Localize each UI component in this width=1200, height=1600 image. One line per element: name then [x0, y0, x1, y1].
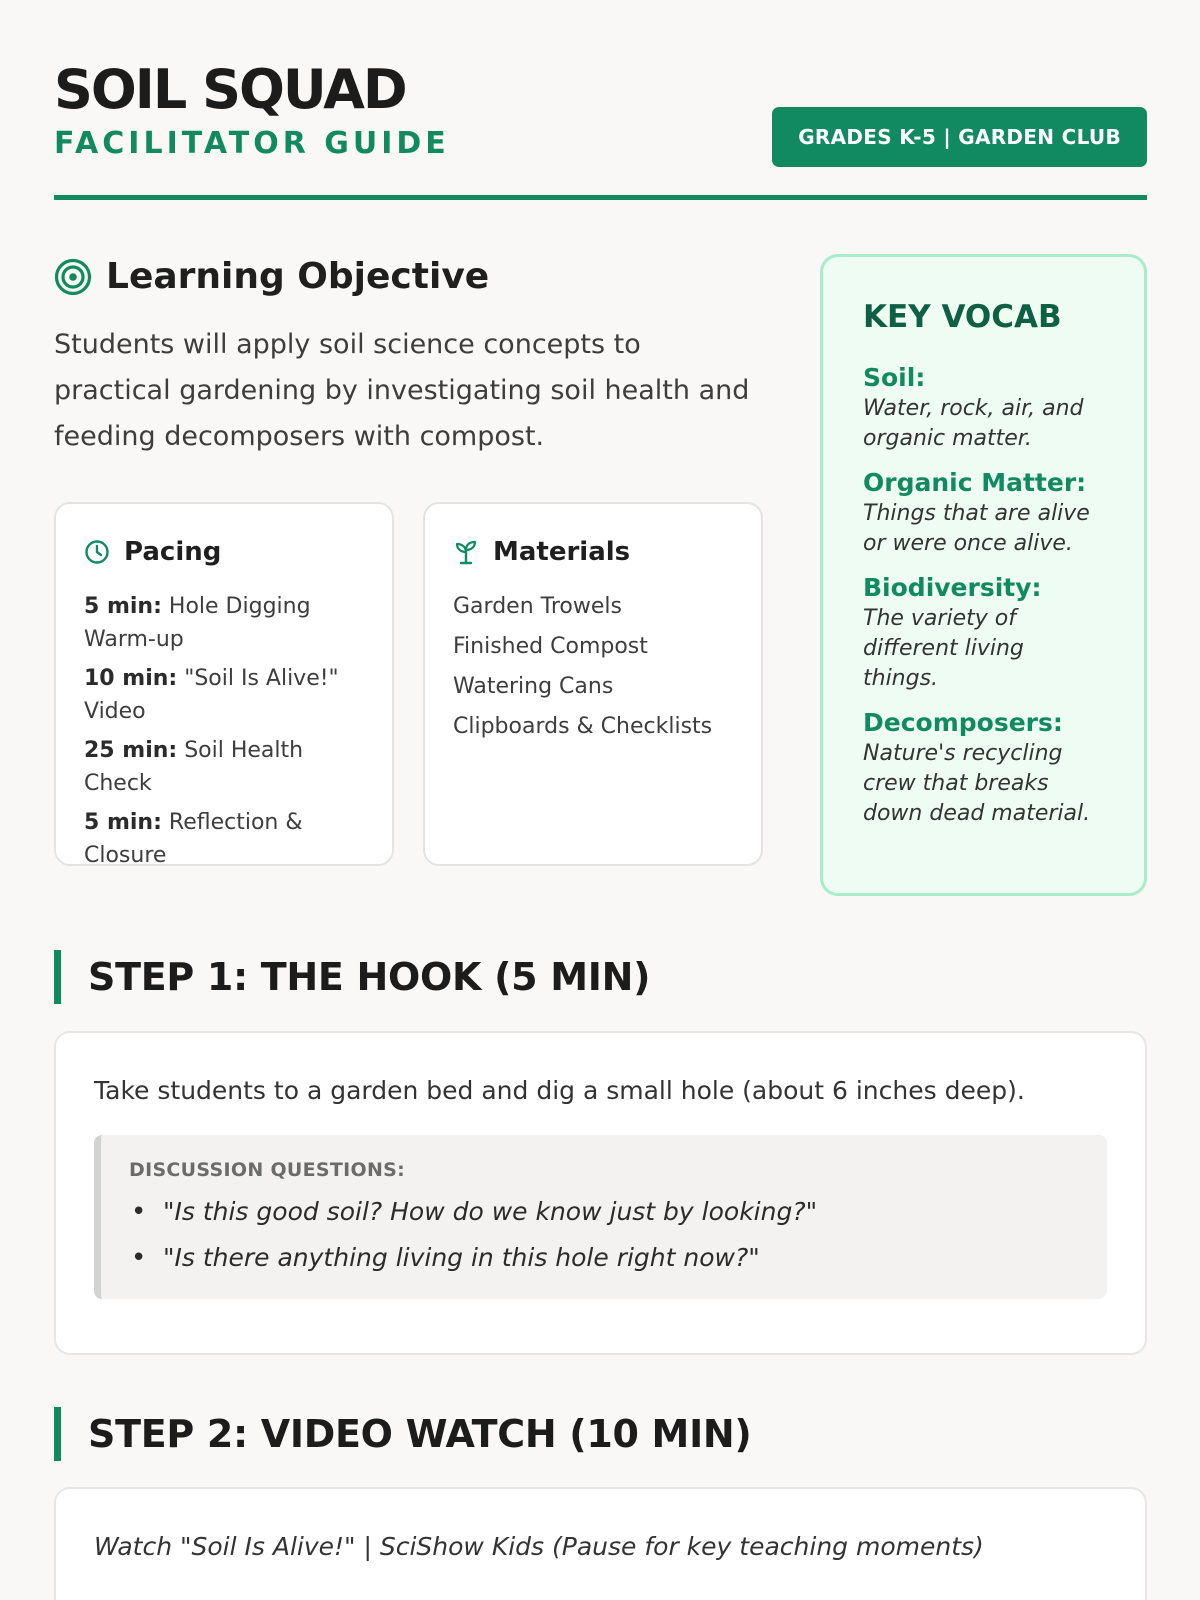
step-2-card	[54, 1487, 1147, 1600]
page-subtitle: FACILITATOR GUIDE	[54, 126, 450, 161]
vocab-term: Soil:	[863, 363, 926, 392]
step-1-card	[54, 1031, 1147, 1355]
discussion-question: • "Is there anything living in this hole right now?"	[129, 1235, 1079, 1281]
materials-card	[423, 502, 763, 866]
pacing-item: 5 min: Reflection & Closure	[84, 810, 303, 868]
facilitator-guide-page	[54, 0, 1147, 1561]
step-2-text: Watch "Soil Is Alive!" | SciShow Kids (Pause for key teaching moments)	[94, 1532, 984, 1561]
materials-title: Materials	[493, 537, 631, 567]
sprout-icon	[453, 539, 479, 565]
pacing-item: 25 min: Soil Health Check	[84, 738, 304, 796]
discussion-questions-label: DISCUSSION QUESTIONS:	[129, 1159, 406, 1181]
objective-title: Learning Objective	[106, 256, 490, 297]
materials-item: Finished Compost	[453, 634, 648, 659]
vocab-definition: Nature's recycling crew that breaks down dead material.	[863, 741, 1091, 826]
objective-text: Students will apply soil science concepts to practical gardening by investigating soil health and feeding decomposers with compost.	[54, 329, 750, 452]
vocab-definition: Water, rock, air, and organic matter.	[863, 396, 1084, 451]
vocab-definition: Things that are alive or were once alive.	[863, 501, 1090, 556]
discussion-questions	[94, 1135, 1107, 1299]
page-title: SOIL SQUAD	[54, 58, 406, 121]
materials-item: Clipboards & Checklists	[453, 714, 713, 739]
vocab-title: KEY VOCAB	[863, 299, 1062, 335]
materials-item: Garden Trowels	[453, 594, 622, 619]
vocab-term: Decomposers:	[863, 708, 1063, 737]
objective-heading	[54, 256, 489, 297]
pacing-item: 10 min: "Soil Is Alive!" Video	[84, 666, 339, 724]
discussion-question: • "Is this good soil? How do we know just by looking?"	[129, 1189, 1079, 1235]
vocab-term: Organic Matter:	[863, 468, 1087, 497]
vocab-term: Biodiversity:	[863, 573, 1042, 602]
pacing-card	[54, 502, 394, 866]
page-header	[54, 0, 1147, 200]
grade-badge: GRADES K-5 | GARDEN CLUB	[772, 107, 1147, 167]
target-icon	[54, 258, 92, 296]
pacing-title: Pacing	[124, 537, 222, 567]
materials-item: Watering Cans	[453, 674, 614, 699]
vocab-definition: The variety of different living things.	[863, 606, 1024, 691]
step-1-heading: STEP 1: THE HOOK (5 MIN)	[54, 950, 650, 1004]
clock-icon	[84, 539, 110, 565]
step-2-heading: STEP 2: VIDEO WATCH (10 MIN)	[54, 1407, 751, 1461]
key-vocab-panel	[820, 254, 1147, 896]
pacing-item: 5 min: Hole Digging Warm-up	[84, 594, 311, 652]
step-1-text: Take students to a garden bed and dig a small hole (about 6 inches deep).	[94, 1076, 1025, 1105]
